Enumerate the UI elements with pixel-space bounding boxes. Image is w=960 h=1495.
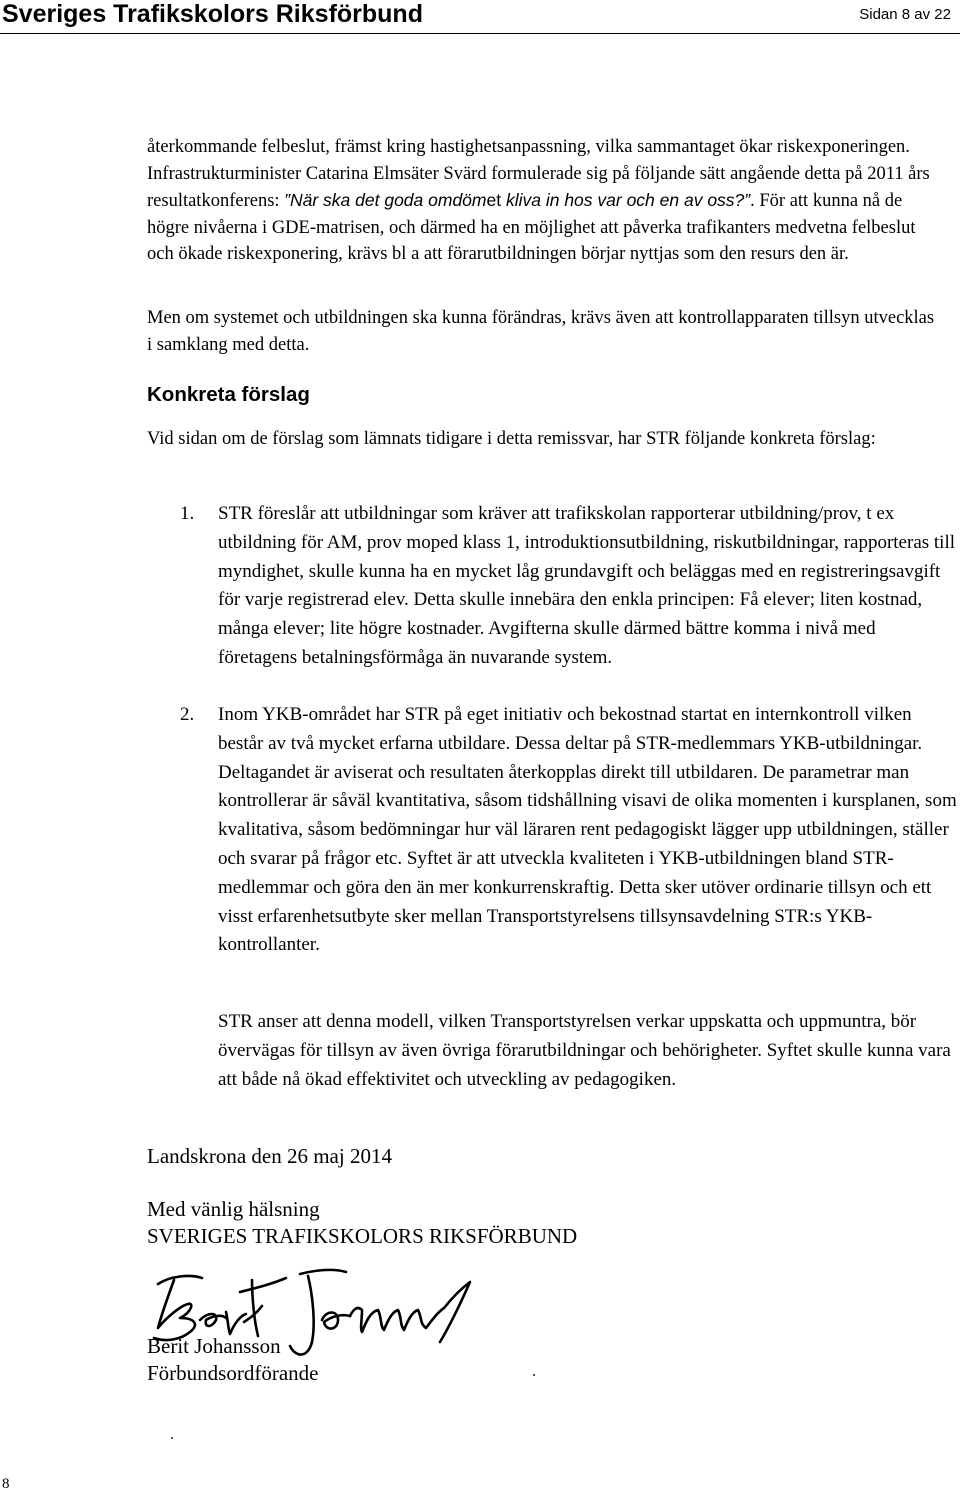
header-divider: [0, 33, 960, 34]
minister-quote-part: kliva in hos var och en av oss?”: [501, 190, 751, 210]
list-item-number: 1.: [180, 503, 195, 524]
minister-quote-part: et: [486, 190, 502, 210]
place-and-date: Landskrona den 26 maj 2014: [147, 1144, 392, 1168]
paragraph-gde-matrix: [147, 134, 939, 268]
page-indicator: Sidan 8 av 22: [859, 6, 951, 23]
scan-speck: [171, 1437, 173, 1439]
list-item-proposal-ykb: Inom YKB-området har STR på eget initiativ och bekostnad startat en internkontroll vilken består av två mycket erfarna utbildare. Dessa deltar på STR-medlemmars YKB-utbildningar. Deltagandet är aviserat och resultaten återkopplas direkt till utbildaren. De parametrar man kontrollerar är såväl kvantitativa, såsom tidshållning visavi de olika momenten i kursplanen, som kvalitativa, såsom bedömningar hur väl läraren rent pedagogiskt lägger upp utbildningen, ställer och svarar på frågor etc. Syftet är att utveckla kvaliteten i YKB-utbildningen bland STR-medlemmar och göra den än mer konkurrenskraftig. Detta sker utöver ordinarie tillsyn och ett visst erfarenhetsutbyte sker mellan Transportstyrelsens tillsynsavdelning STR:s YKB-kontrollanter.: [218, 704, 957, 956]
document-header-title: Sveriges Trafikskolors Riksförbund: [2, 0, 423, 28]
closing-organization: SVERIGES TRAFIKSKOLORS RIKSFÖRBUND: [147, 1224, 578, 1248]
paragraph-intro-proposals: Vid sidan om de förslag som lämnats tidigare i detta remissvar, har STR följande konkreta förslag:: [147, 429, 876, 449]
list-item-number: 2.: [180, 704, 195, 725]
section-heading: Konkreta förslag: [147, 383, 310, 406]
paragraph-text: . För att kunna nå de högre nivåerna i GDE-matrisen, och därmed ha en möjlighet att påverka trafikanters medvetna felbeslut och ökade riskexponering, krävs bl a att förarutbildningen börjar nyttjas som den resurs den är.: [147, 191, 916, 264]
paragraph-model-recommendation: STR anser att denna modell, vilken Transportstyrelsen verkar uppskatta och uppmuntra, bör övervägas för tillsyn av även övriga förarutbildningar och behörigheter. Syftet skulle kunna vara att både nå ökad effektivitet och utveckling av pedagogiken.: [218, 1011, 951, 1090]
list-item-proposal-fees: STR föreslår att utbildningar som kräver att trafikskolan rapporterar utbildning/prov, t ex utbildning för AM, prov moped klass 1, introduktionsutbildning, riskutbildningar, rapporteras till myndighet, skulle kunna ha en mycket låg grundavgift och beläggas med en registreringsavgift för varje registrerad elev. Detta skulle innebära den enkla principen: Få elever; liten kostnad, många elever; lite högre kostnader. Avgifterna skulle därmed bättre komma i nivå med företagens betalningsförmåga än nuvarande system.: [218, 503, 956, 668]
scan-speck: [533, 1374, 535, 1376]
paragraph-supervision: Men om systemet och utbildningen ska kunna förändras, krävs även att kontrollapparaten tillsyn utvecklas i samklang med detta.: [147, 308, 935, 355]
signer-title: Förbundsordförande: [147, 1361, 319, 1385]
footer-page-number: 8: [2, 1476, 10, 1492]
signer-name: Berit Johansson: [147, 1334, 281, 1358]
minister-quote-part: ”När ska det goda omdöm: [284, 190, 487, 210]
paragraph-text: återkommande felbeslut, främst kring hastighetsanpassning, vilka sammantaget ökar riskexponeringen. Infrastrukturminister Catarina Elmsäter Svärd formulerade sig på följande sätt angående detta på 2011 års resultatkonferens:: [147, 137, 930, 211]
closing-greeting: Med vänlig hälsning: [147, 1197, 320, 1221]
